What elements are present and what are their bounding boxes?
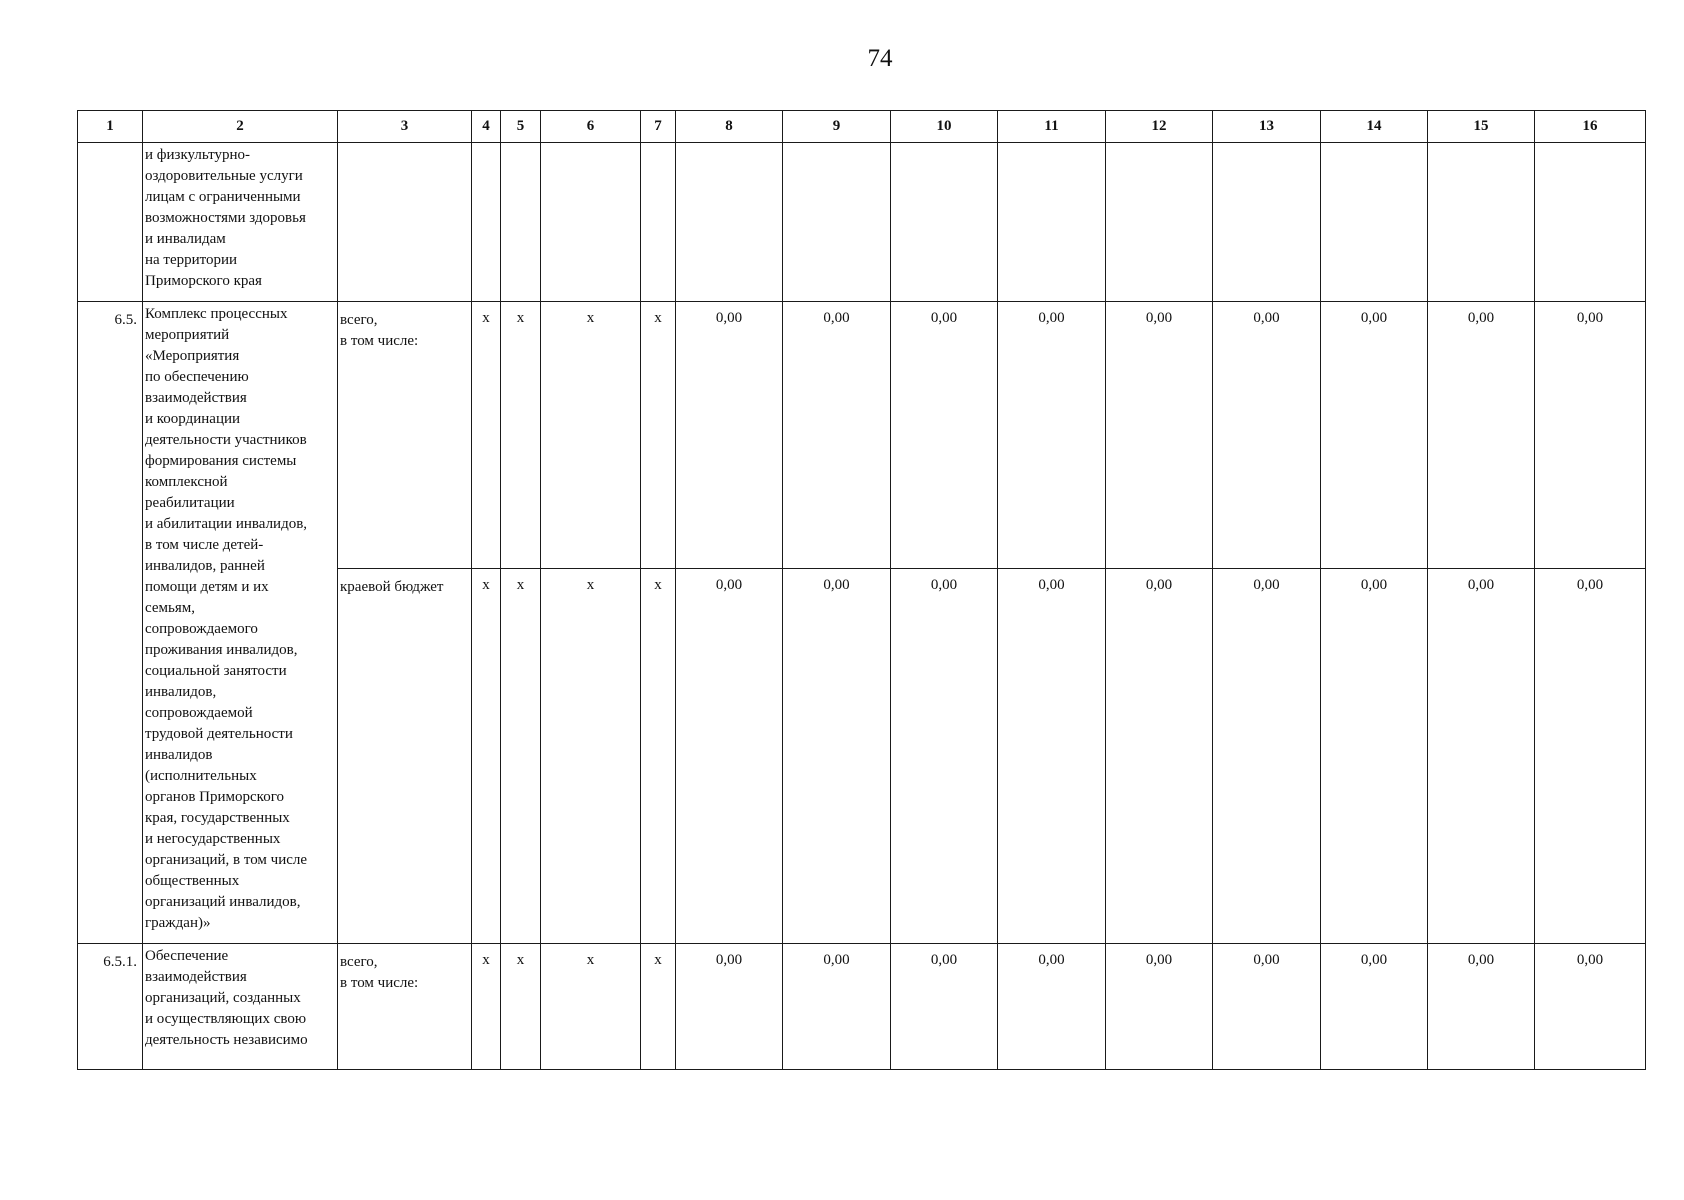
header-cell: 1 xyxy=(78,111,143,143)
value-cell: 0,00 xyxy=(1321,944,1428,1070)
header-cell: 6 xyxy=(541,111,641,143)
value-cell: 0,00 xyxy=(1106,302,1213,569)
value-cell: 0,00 xyxy=(998,569,1106,944)
value-cell: 0,00 xyxy=(998,944,1106,1070)
funding-source: всего, в том числе: xyxy=(338,944,472,1070)
item-number: 6.5.1. xyxy=(78,944,143,1070)
value-cell: 0,00 xyxy=(891,944,998,1070)
header-cell: 13 xyxy=(1213,111,1321,143)
value-cell: 0,00 xyxy=(1535,569,1646,944)
value-cell: 0,00 xyxy=(676,944,783,1070)
value-cell: 0,00 xyxy=(891,569,998,944)
mark-cell: x xyxy=(641,944,676,1070)
empty-cell xyxy=(676,143,783,302)
item-number: 6.5. xyxy=(78,302,143,944)
header-cell: 8 xyxy=(676,111,783,143)
value-cell: 0,00 xyxy=(1321,569,1428,944)
value-cell: 0,00 xyxy=(891,302,998,569)
value-cell: 0,00 xyxy=(1535,944,1646,1070)
mark-cell: x xyxy=(641,569,676,944)
number-cell xyxy=(78,143,143,302)
mark-cell: x xyxy=(501,944,541,1070)
value-cell: 0,00 xyxy=(1106,569,1213,944)
value-cell: 0,00 xyxy=(1428,944,1535,1070)
mark-cell: x xyxy=(472,302,501,569)
empty-cell xyxy=(1213,143,1321,302)
page-number: 74 xyxy=(867,45,893,72)
mark-cell: x xyxy=(541,302,641,569)
value-cell: 0,00 xyxy=(1213,302,1321,569)
mark-cell: x xyxy=(541,944,641,1070)
header-cell: 15 xyxy=(1428,111,1535,143)
header-cell: 11 xyxy=(998,111,1106,143)
header-cell: 7 xyxy=(641,111,676,143)
header-cell: 4 xyxy=(472,111,501,143)
value-cell: 0,00 xyxy=(783,944,891,1070)
funding-source: краевой бюджет xyxy=(338,569,472,944)
mark-cell: x xyxy=(472,944,501,1070)
value-cell: 0,00 xyxy=(676,569,783,944)
mark-cell: x xyxy=(501,302,541,569)
header-cell: 2 xyxy=(143,111,338,143)
header-cell: 10 xyxy=(891,111,998,143)
value-cell: 0,00 xyxy=(1535,302,1646,569)
header-cell: 12 xyxy=(1106,111,1213,143)
value-cell: 0,00 xyxy=(676,302,783,569)
value-cell: 0,00 xyxy=(1321,302,1428,569)
table-row-continuation xyxy=(78,143,1646,302)
empty-cell xyxy=(541,143,641,302)
empty-cell xyxy=(1321,143,1428,302)
mark-cell: x xyxy=(472,569,501,944)
empty-cell xyxy=(501,143,541,302)
empty-cell xyxy=(1106,143,1213,302)
mark-cell: x xyxy=(501,569,541,944)
value-cell: 0,00 xyxy=(1213,944,1321,1070)
empty-cell xyxy=(998,143,1106,302)
empty-cell xyxy=(641,143,676,302)
empty-cell xyxy=(891,143,998,302)
header-cell: 9 xyxy=(783,111,891,143)
funding-source: всего, в том числе: xyxy=(338,302,472,569)
value-cell: 0,00 xyxy=(1106,944,1213,1070)
header-cell: 3 xyxy=(338,111,472,143)
header-cell: 5 xyxy=(501,111,541,143)
header-cell: 16 xyxy=(1535,111,1646,143)
value-cell: 0,00 xyxy=(1213,569,1321,944)
empty-cell xyxy=(783,143,891,302)
description-cell: и физкультурно- оздоровительные услуги лицам с ограниченными возможностями здоровья и инвалидам на территории Приморского края xyxy=(143,143,338,302)
header-row xyxy=(78,111,1646,143)
value-cell: 0,00 xyxy=(998,302,1106,569)
value-cell: 0,00 xyxy=(1428,302,1535,569)
mark-cell: x xyxy=(641,302,676,569)
value-cell: 0,00 xyxy=(1428,569,1535,944)
value-cell: 0,00 xyxy=(783,302,891,569)
empty-cell xyxy=(1535,143,1646,302)
table-row-6-5-total xyxy=(78,302,1646,569)
empty-cell xyxy=(472,143,501,302)
description-cell: Комплекс процессных мероприятий «Мероприятия по обеспечению взаимодействия и координации деятельности участников формирования системы комплексной реабилитации и абилитации инвалидов, в том числе детей- инвалидов, ранней помощи детям и их семьям, сопровождаемого проживания инвалидов, социальной занятости инвалидов, сопровождаемой трудовой деятельности инвалидов (исполнительных органов Приморского края, государственных и негосударственных организаций, в том числе общественных организаций инвалидов, граждан)» xyxy=(143,302,338,944)
source-cell xyxy=(338,143,472,302)
empty-cell xyxy=(1428,143,1535,302)
header-cell: 14 xyxy=(1321,111,1428,143)
description-cell: Обеспечение взаимодействия организаций, созданных и осуществляющих свою деятельность независимо xyxy=(143,944,338,1070)
mark-cell: x xyxy=(541,569,641,944)
table-row-6-5-1-total xyxy=(78,944,1646,1070)
budget-table xyxy=(77,110,1646,1070)
value-cell: 0,00 xyxy=(783,569,891,944)
